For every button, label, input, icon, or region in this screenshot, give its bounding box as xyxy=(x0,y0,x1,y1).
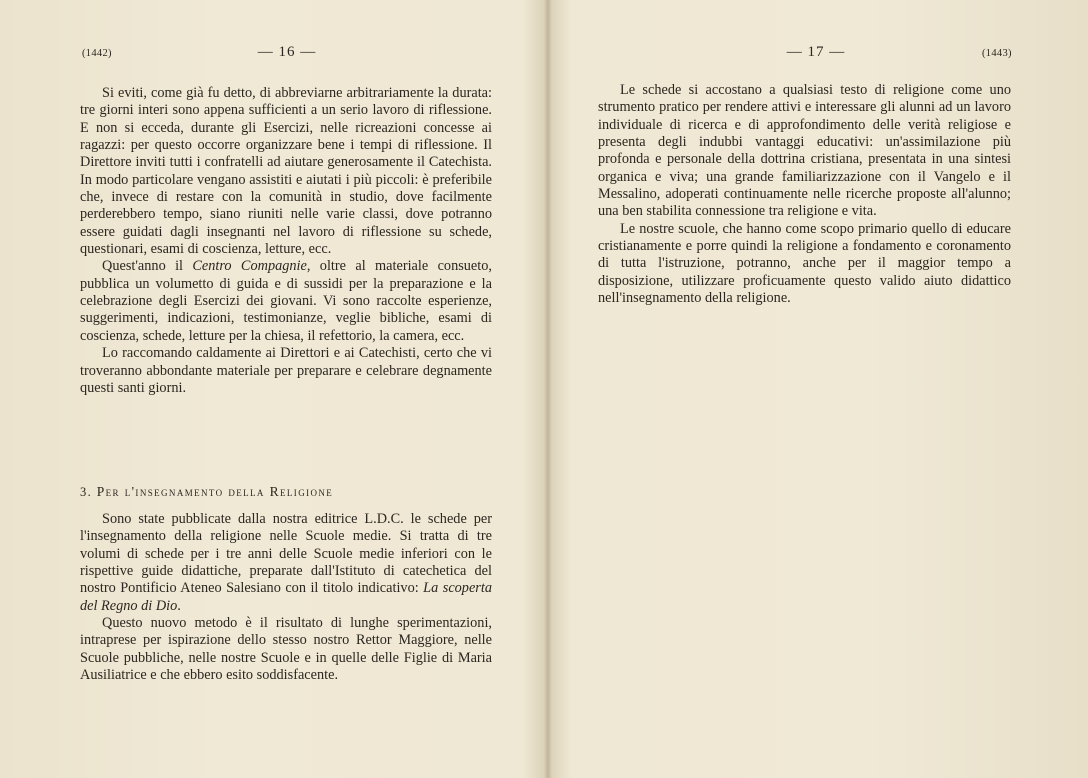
left-paragraph-3: Lo raccomando caldamente ai Direttori e ai Catechisti, certo che vi troveranno abbondante materiale per preparare e celebrare degnamente questi santi giorni. xyxy=(80,345,492,396)
section-number: 3. xyxy=(80,485,93,499)
left-body-top xyxy=(80,85,492,397)
right-page xyxy=(552,0,1088,778)
section-paragraph-1-start: Sono state pubblicate dalla nostra editrice L.D.C. le schede per l'insegnamento della religione nelle Scuole medie. Si tratta di tre volumi di schede per i tre anni delle Scuole medie inferiori con le rispettive guide didattiche, preparate dall'Istituto di catechetica del nostro Pontificio Ateneo Salesiano con il titolo indicativo: xyxy=(80,511,492,597)
right-folio: (1443) xyxy=(982,48,1012,59)
section-paragraph-1-end: . xyxy=(177,597,181,614)
left-page-number: — 16 — xyxy=(257,44,317,60)
right-paragraph-2: Le nostre scuole, che hanno come scopo primario quello di educare cristianamente e porre quindi la religione a fondamento e coronamento di tutta l'istruzione, potranno, anche per il maggior tempo a disposizione, utilizzare proficuamente questo valido aiuto didattico nell'insegnamento della religione. xyxy=(598,220,1011,307)
left-paragraph-2-end: , oltre al materiale consueto, pubblica un volumetto di guida e di sussidi per la preparazione e la celebrazione degli Esercizi dei giovani. Vi sono raccolte esperienze, suggerimenti, indicazioni, testimonianze, veglie bibliche, esami di coscienza, schede, letture per la chiesa, il refettorio, la camera, ecc. xyxy=(80,258,492,344)
book-gutter xyxy=(544,0,552,778)
left-paragraph-2-italic-title: Centro Compagnie xyxy=(192,258,307,275)
left-folio: (1442) xyxy=(82,48,112,59)
right-paragraph-1: Le schede si accostano a qualsiasi testo di religione come uno strumento pratico per rendere attivi e interessare gli alunni ad un lavoro individuale di ricerca e di approfondimento delle verità religiose e presenta degli indubbi vantaggi educativi: un'assimilazione più profonda e personale della dottrina cristiana, presentata in una sintesi organica e viva; una grande familiarizzazione con il Vangelo e il Messalino, adoperati continuamente nelle ricerche proposte all'alunno; una ben stabilita connessione tra religione e vita. xyxy=(598,82,1011,220)
section-paragraph-1 xyxy=(80,511,492,615)
section-title: Per l'insegnamento della Religione xyxy=(96,484,334,499)
left-body-bottom xyxy=(80,511,492,684)
section-paragraph-1-italic-title: La scoperta del Regno di Dio xyxy=(80,580,492,614)
right-page-number: — 17 — xyxy=(786,44,846,60)
right-body xyxy=(598,82,1011,307)
left-paragraph-2-start: Quest'anno il xyxy=(102,258,193,275)
section-paragraph-2: Questo nuovo metodo è il risultato di lunghe sperimentazioni, intraprese per ispirazione dello stesso nostro Rettor Maggiore, nelle Scuole pubbliche, nelle nostre Scuole e in quelle delle Figlie di Maria Ausiliatrice e che ebbero esito soddisfacente. xyxy=(80,615,492,684)
left-paragraph-1: Si eviti, come già fu detto, di abbreviarne arbitrariamente la durata: tre giorni interi sono appena sufficienti a un serio lavoro di riflessione. E non si ecceda, durante gli Esercizi, nelle ricreazioni concesse ai ragazzi: per questo occorre organizzare bene i tempi di riflessione. Il Direttore inviti tutti i confratelli ad aiutare generosamente il Catechista. In modo particolare vengano assistiti e aiutati i più piccoli: è preferibile che, invece di restare con la comunità in studio, dove facilmente perderebbero tempo, siano riuniti nelle varie classi, dove potranno essere guidati dagli insegnanti nel lavoro di riflessione su schede, questionari, esami di coscienza, letture, ecc. xyxy=(80,85,492,258)
section-heading xyxy=(80,484,333,500)
left-paragraph-2 xyxy=(80,258,492,345)
